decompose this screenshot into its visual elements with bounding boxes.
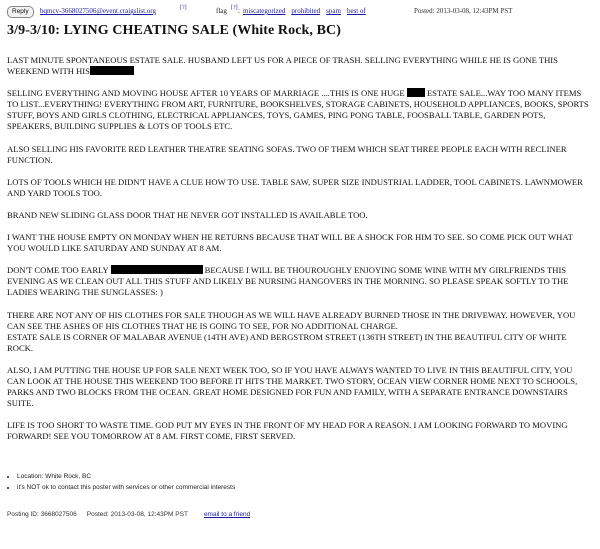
- flag-miscategorized-link[interactable]: miscategorized: [243, 7, 286, 15]
- location-attribute: • Location: White Rock, BC: [17, 471, 235, 482]
- posting-attributes: [8, 471, 235, 493]
- paragraph: I WANT THE HOUSE EMPTY ON MONDAY WHEN HE RETURNS BECAUSE THAT WILL BE A SHOCK FOR HIM TO SEE. SO COME PICK OUT WHAT YOU WOULD LIKE SATURDAY AND SUNDAY AT 8 AM.: [7, 232, 573, 254]
- posting-id: Posting ID: 3668027506: [7, 511, 77, 518]
- flag-label: flag: [216, 7, 227, 15]
- paragraph: LIFE IS TOO SHORT TO WASTE TIME. GOD PUT MY EYES IN THE FRONT OF MY HEAD FOR A REASON. I AM LOOKING FORWARD TO MOVING FORWARD! SEE YOU TOMORROW AT 8 AM. FIRST COME, FIRST SERVED.: [7, 420, 568, 442]
- paragraph-text: ESTATE SALE...WAY TOO MANY ITEMS TO LIST...EVERYTHING! EVERYTHING FROM ART, FURNITURE, BOOKSHELVES, STORAGE CABINETS, HOUSEHOLD APPLIANCES, BOOKS, SPORTS STUFF, BOYS AND GIRLS CLOTHING, ELECTRICAL APPLIANCES, TOYS, GAMES, PING PONG TABLE, FOOSBALL TABLE, GARDEN POTS, SPEAKERS, BUILDING SUPPLIES & LOTS OF TOOLS ETC.: [7, 88, 589, 132]
- redaction-bar: [111, 265, 203, 274]
- paragraph-text: DON'T COME TOO EARLY: [7, 265, 109, 276]
- paragraph: BRAND NEW SLIDING GLASS DOOR THAT HE NEVER GOT INSTALLED IS AVAILABLE TOO.: [7, 209, 368, 220]
- reply-button[interactable]: Reply: [7, 6, 34, 18]
- posting-body: [7, 55, 591, 453]
- paragraph-text: BECAUSE I WILL BE THOUROUGHLY ENJOYING SOME WINE WITH MY GIRLFRIENDS THIS EVENING AS WE CLEAN OUT ALL THIS STUFF AND LIKELY BE NURSING HANGOVERS IN THE MORNING. SO PLEASE SPEAK SOFTLY TO THE LADIES WEARING THE SUNGLASSES: ): [7, 265, 569, 298]
- reply-email-link[interactable]: bqmcv-3668027506@event.craigslist.org: [40, 7, 156, 15]
- posting-header-bar: [0, 0, 600, 22]
- posted-date: Posted: 2013-03-08, 12:43PM PST: [414, 7, 513, 15]
- paragraph-text: SELLING EVERYTHING AND MOVING HOUSE AFTER 10 YEARS OF MARRIAGE ....THIS IS ONE HUGE: [7, 88, 405, 99]
- posting-footer: [7, 511, 250, 518]
- flag-best-of-link[interactable]: best of: [346, 7, 366, 15]
- redaction-bar: [90, 66, 134, 75]
- flag-prohibited-link[interactable]: prohibited: [291, 7, 321, 15]
- paragraph: ALSO, I AM PUTTING THE HOUSE UP FOR SALE NEXT WEEK TOO, SO IF YOU HAVE ALWAYS WANTED TO LIVE IN THIS BEAUTIFUL CITY, YOU CAN LOOK AT THE HOUSE THIS WEEKEND TOO BEFORE IT HITS THE MARKET. TWO STORY, OCEAN VIEW CORNER HOME NEXT TO SCHOOLS, PARKS AND TWO BLOCKS FROM THE OCEAN. GREAT HOME DESIGNED FOR FUN AND FAMILY, WITH A SEPARATE ENTRANCE DOWNSTAIRS SUITE.: [7, 364, 578, 409]
- paragraph: [7, 310, 591, 354]
- posting-title: 3/9-3/10: LYING CHEATING SALE (White Rock, BC): [7, 23, 342, 38]
- flag-help-link[interactable]: [?]: [231, 5, 238, 11]
- flag-spam-link[interactable]: spam: [326, 7, 341, 15]
- paragraph-text: THERE ARE NOT ANY OF HIS CLOTHES FOR SALE THOUGH AS WE WILL HAVE ALREADY BURNED THOSE IN THE DRIVEWAY. HOWEVER, YOU CAN SEE THE ASHES OF HIS CLOTHES THAT HE IS GOING TO SEE, FOR NO ADDITIONAL CHARGE.: [7, 309, 576, 331]
- reply-help-link[interactable]: [?]: [180, 5, 187, 11]
- redaction-bar: [407, 88, 425, 97]
- paragraph: [7, 55, 591, 77]
- paragraph: LOTS OF TOOLS WHICH HE DIDN'T HAVE A CLUE HOW TO USE. TABLE SAW, SUPER SIZE INDUSTRIAL LADDER, TOOL CABINETS. LAWNMOWER AND YARD TOOLS TOO.: [7, 176, 583, 198]
- paragraph: [7, 88, 591, 132]
- paragraph: [7, 265, 591, 298]
- flag-separator: :: [238, 7, 240, 15]
- paragraph-text: ESTATE SALE IS CORNER OF MALABAR AVENUE (14TH AVE) AND BERGSTROM STREET (136TH STREET) IN THE BEAUTIFUL CITY OF WHITE ROCK.: [7, 331, 567, 353]
- no-contact-notice: • it's NOT ok to contact this poster with services or other commercial interests: [17, 482, 235, 493]
- email-to-friend-link[interactable]: email to a friend: [203, 511, 251, 518]
- paragraph-text: LAST MINUTE SPONTANEOUS ESTATE SALE. HUSBAND LEFT US FOR A PIECE OF TRASH. SELLING EVERYTHING WHILE HE IS GONE THIS WEEKEND WITH HIS: [7, 55, 558, 77]
- paragraph: ALSO SELLING HIS FAVORITE RED LEATHER THEATRE SEATING SOFAS. TWO OF THEM WHICH SEAT THREE PEOPLE EACH WITH RECLINER FUNCTION.: [7, 143, 567, 165]
- footer-posted-date: Posted: 2013-03-08, 12:43PM PST: [86, 511, 188, 518]
- flag-links: [243, 7, 366, 15]
